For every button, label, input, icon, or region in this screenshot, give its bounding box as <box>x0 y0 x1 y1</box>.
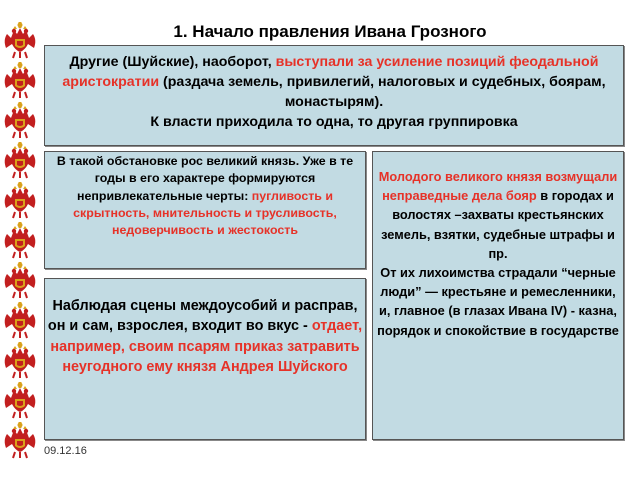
double-headed-eagle-icon <box>3 422 37 459</box>
double-headed-eagle-icon <box>3 102 37 139</box>
box1-highlight: выступали за усиление позиций феодальной аристократии <box>62 54 599 90</box>
text-box-shuisky <box>44 278 366 440</box>
double-headed-eagle-icon <box>3 342 37 379</box>
double-headed-eagle-icon <box>3 142 37 179</box>
slide-date: 09.12.16 <box>44 445 87 457</box>
text-box-character <box>44 151 366 269</box>
slide-title: 1. Начало правления Ивана Грозного <box>173 22 487 41</box>
box1-text-1: Другие (Шуйские), наоборот, <box>69 54 276 70</box>
box2-highlight: пугливость и скрытность, мнительность и трусливость, недоверчивость и жестокость <box>73 188 337 238</box>
text-box-boyars <box>372 151 624 440</box>
eagle-decoration-strip <box>0 22 40 458</box>
box3-highlight: отдает, например, своим псарям приказ затравить неугодного ему князя Андрея Шуйского <box>50 318 363 375</box>
double-headed-eagle-icon <box>3 182 37 219</box>
double-headed-eagle-icon <box>3 262 37 299</box>
box1-text-2: (раздача земель, привилегий, налоговых и судебных, боярам, монастырям). <box>159 74 606 110</box>
double-headed-eagle-icon <box>3 222 37 259</box>
double-headed-eagle-icon <box>3 22 37 59</box>
box4-text-1: в городах и волостях –захваты крестьянских земель, взятки, судебные штрафы и пр. <box>381 188 615 261</box>
text-box-aristocracy <box>44 45 624 146</box>
box4-text-2: От их лихоимства страдали “черные люди” — крестьяне и ремесленники, и, главное (в глазах Ивана IV) - казна, порядок и спокойствие в государстве <box>377 265 619 338</box>
box4-highlight: Молодого великого князя возмущали неправедные дела бояр <box>378 169 618 204</box>
box2-text: В такой обстановке рос великий князь. Уже в те годы в его характере формируются непривлекательные черты: <box>56 154 354 203</box>
box1-text-3: К власти приходила то одна, то другая группировка <box>150 114 518 130</box>
box3-text: Наблюдая сцены междоусобий и расправ, он и сам, взрослея, входит во вкус - <box>47 298 358 335</box>
double-headed-eagle-icon <box>3 62 37 99</box>
double-headed-eagle-icon <box>3 382 37 419</box>
double-headed-eagle-icon <box>3 302 37 339</box>
